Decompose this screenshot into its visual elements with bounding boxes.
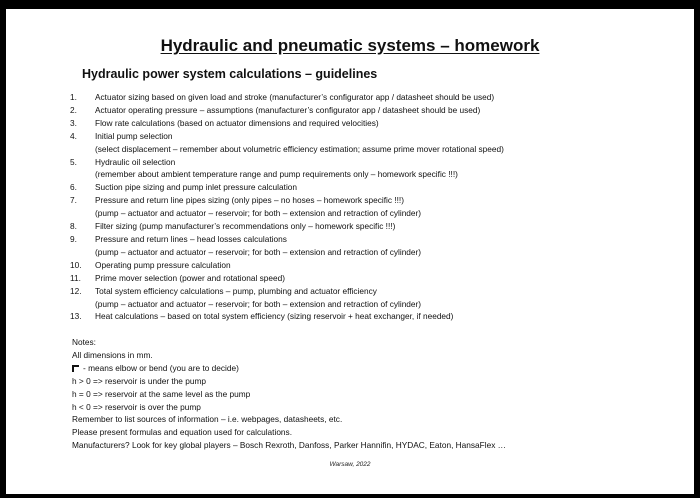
list-item [70,104,690,117]
list-item-note: (select displacement – remember about volumetric efficiency estimation; assume prime mover rotational speed) [95,143,504,154]
elbow-icon [72,365,79,372]
notes-line: h = 0 => reservoir at the same level as the pump [72,388,251,399]
list-item-note: (remember about ambient temperature range and pump requirements only – homework specific !!!) [95,169,458,180]
item-number: 10. [70,259,82,270]
list-item [70,259,690,272]
item-text: Hydraulic oil selection [95,156,176,167]
item-text: Heat calculations – based on total system efficiency (sizing reservoir + heat exchanger, if needed) [95,311,454,322]
notes-line: Please present formulas and equation used for calculations. [72,427,293,438]
item-text: Operating pump pressure calculation [95,259,231,270]
list-item-note: (pump – actuator and actuator – reservoir; for both – extension and retraction of cylinder) [95,208,422,219]
item-text: Suction pipe sizing and pump inlet pressure calculation [95,182,298,193]
item-number: 9. [70,233,77,244]
item-number: 11. [70,272,81,283]
item-text: Pressure and return lines – head losses calculations [95,233,287,244]
item-number: 12. [70,285,82,296]
guidelines-list [70,91,690,323]
item-text: Initial pump selection [95,130,173,141]
item-text: Pressure and return line pipes sizing (only pipes – no hoses – homework specific !!!) [95,195,404,206]
item-number: 13. [70,311,82,322]
notes-line: Remember to list sources of information – i.e. webpages, datasheets, etc. [72,414,343,425]
list-item [70,194,690,207]
notes-section [72,336,682,452]
list-item [70,181,690,194]
item-number: 3. [70,117,77,128]
item-text: Filter sizing (pump manufacturer’s recommendations only – homework specific !!!) [95,221,396,232]
page-title: Hydraulic and pneumatic systems – homework [160,36,540,55]
list-item [70,285,690,298]
item-number: 8. [70,221,77,232]
list-item [70,91,690,104]
list-item [70,310,690,323]
list-item [70,117,690,130]
list-item [70,156,690,169]
item-number: 1. [70,92,77,102]
item-number: 7. [70,195,77,206]
notes-elbow-text: - means elbow or bend (you are to decide) [83,362,239,373]
item-text: Flow rate calculations (based on actuator dimensions and required velocities) [95,117,379,128]
list-item [70,220,690,233]
item-number: 6. [70,182,77,193]
item-number: 5. [70,156,77,167]
notes-line: Manufacturers? Look for key global players – Bosch Rexroth, Danfoss, Parker Hannifin, HYDAC, Eaton, HansaFlex … [72,440,506,451]
document-page [6,9,694,494]
notes-heading: Notes: [72,337,96,347]
list-item [70,272,690,285]
list-item-note: (pump – actuator and actuator – reservoir; for both – extension and retraction of cylinder) [95,246,422,257]
notes-dimensions: All dimensions in mm. [72,349,153,360]
item-text: Actuator operating pressure – assumptions (manufacturer’s configurator app / datasheet should be used) [95,104,481,115]
item-text: Total system efficiency calculations – pump, plumbing and actuator efficiency [95,285,377,296]
notes-line: h > 0 => reservoir is under the pump [72,375,206,386]
list-item [70,130,690,143]
item-number: 2. [70,104,77,115]
section-subtitle: Hydraulic power system calculations – guidelines [82,67,378,81]
list-item-note: (pump – actuator and actuator – reservoir; for both – extension and retraction of cylinder) [95,298,422,309]
item-text: Prime mover selection (power and rotational speed) [95,272,285,283]
notes-elbow-line [72,362,682,375]
footer-place-date: Warsaw, 2022 [329,461,371,468]
notes-line: h < 0 => reservoir is over the pump [72,401,201,412]
list-item [70,233,690,246]
item-text: Actuator sizing based on given load and stroke (manufacturer’s configurator app / datasheet should be used) [95,92,495,102]
item-number: 4. [70,130,77,141]
